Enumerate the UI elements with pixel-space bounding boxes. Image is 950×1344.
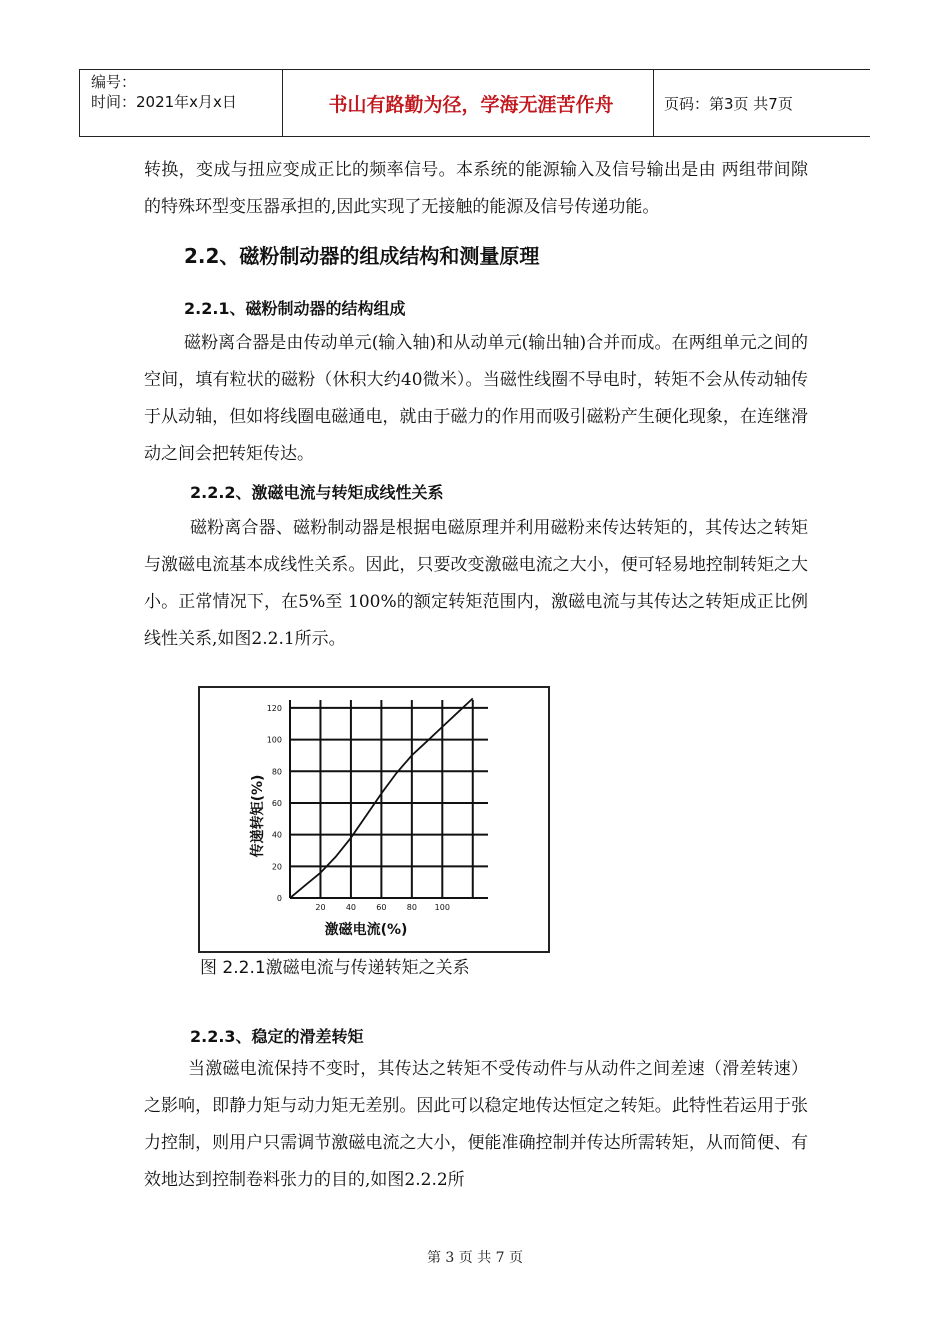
- figure-caption: 图 2.2.1激磁电流与传递转矩之关系: [200, 958, 470, 978]
- header-page-info: 页码：第3页 共7页: [664, 95, 793, 113]
- torque-current-chart: [190, 683, 560, 988]
- y-tick-label: 20: [271, 862, 282, 872]
- x-tick-label: 100: [434, 903, 450, 912]
- y-tick-label: 100: [266, 735, 282, 745]
- x-axis-label: 激磁电流(%): [324, 922, 408, 938]
- document-number-label: 编号：: [91, 73, 137, 91]
- x-tick-label: 80: [406, 903, 417, 912]
- header-left-border: [79, 69, 80, 137]
- section-heading-2-2-2: 2.2.2、激磁电流与转矩成线性关系: [190, 483, 444, 502]
- section-heading-2-2-1: 2.2.1、磁粉制动器的结构组成: [184, 299, 406, 318]
- y-tick-labels: [267, 704, 282, 903]
- y-tick-label: 40: [271, 830, 282, 840]
- page-header: [79, 69, 870, 137]
- paragraph-2-2-3: 当激磁电流保持不变时，其传达之转矩不受传动件与从动件之间差速（滑差转速）之影响，即静力矩与动力矩无差别。因此可以稳定地传达恒定之转矩。此特性若运用于张力控制，则用户只需调节激磁电流之大小，便能准确控制并传达所需转矩，从而简便、有效地达到控制卷料张力的目的,如图2.2.2所: [144, 1059, 808, 1190]
- paragraph-2-2-1: 磁粉离合器是由传动单元(输入轴)和从动单元(输出轴)合并而成。在两组单元之间的空间，填有粒状的磁粉（休积大约40微米）。当磁性线圈不导电时，转矩不会从传动轴传于从动轴，但如将线圈电磁通电，就由于磁力的作用而吸引磁粉产生硬化现象，在连继滑动之间会把转矩传达。: [144, 333, 808, 464]
- y-tick-label: 0: [276, 894, 282, 903]
- y-axis-label: 传递转矩(%): [250, 774, 266, 858]
- x-tick-label: 60: [376, 903, 387, 912]
- x-tick-labels: [315, 903, 450, 912]
- header-motto: 书山有路勤为径，学海无涯苦作舟: [328, 93, 614, 116]
- y-tick-label: 60: [271, 798, 282, 808]
- header-meta: [91, 72, 237, 112]
- y-tick-label: 80: [271, 767, 282, 777]
- x-tick-label: 20: [315, 903, 326, 912]
- document-time: 时间：2021年x月x日: [91, 93, 237, 111]
- x-tick-label: 40: [345, 903, 357, 912]
- page-footer: 第 3 页 共 7 页: [426, 1250, 524, 1266]
- section-heading-2-2: 2.2、磁粉制动器的组成结构和测量原理: [184, 244, 540, 268]
- chart-grid: [290, 700, 488, 898]
- section-heading-2-2-3: 2.2.3、稳定的滑差转矩: [190, 1027, 364, 1046]
- y-tick-label: 120: [266, 703, 282, 713]
- paragraph-intro: 转换，变成与扭应变成正比的频率信号。本系统的能源输入及信号输出是由 两组带间隙的特殊环型变压器承担的,因此实现了无接触的能源及信号传递功能。: [144, 160, 808, 217]
- figure-2-2-1: [190, 683, 560, 988]
- paragraph-2-2-2: 磁粉离合器、磁粉制动器是根据电磁原理并利用磁粉来传达转矩的，其传达之转矩与激磁电流基本成线性关系。因此，只要改变激磁电流之大小，便可轻易地控制转矩之大小。正常情况下，在5%至 100%的额定转矩范围内，激磁电流与其传达之转矩成正比例线性关系,如图2.2.1所示。: [144, 518, 808, 649]
